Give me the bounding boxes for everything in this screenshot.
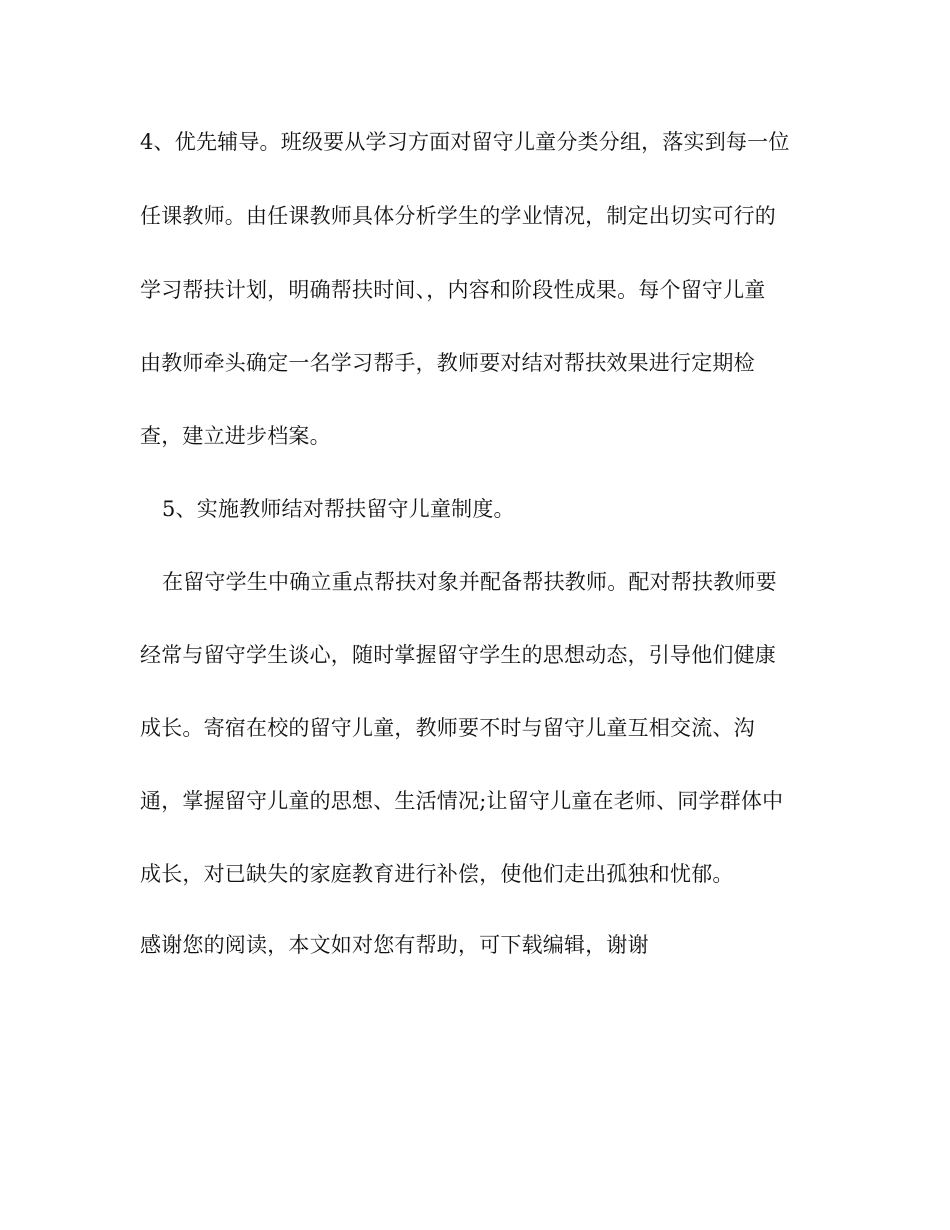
body-line: 成长，对已缺失的家庭教育进行补偿，使他们走出孤独和忧郁。: [140, 862, 734, 886]
body-line: 学习帮扶计划，明确帮扶时间、，内容和阶段性成果。每个留守儿童: [140, 278, 766, 302]
body-line: 成长。寄宿在校的留守儿童，教师要不时与留守儿童互相交流、沟: [140, 716, 755, 740]
body-line: 在留守学生中确立重点帮扶对象并配备帮扶教师。配对帮扶教师要: [162, 570, 777, 594]
body-line: 通，掌握留守儿童的思想、生活情况;让留守儿童在老师、同学群体中: [140, 789, 784, 813]
body-line: 由教师牵头确定一名学习帮手，教师要对结对帮扶效果进行定期检: [140, 351, 755, 375]
body-line: 任课教师。由任课教师具体分析学生的学业情况，制定出切实可行的: [140, 204, 776, 228]
body-line: 经常与留守学生谈心，随时掌握留守学生的思想动态，引导他们健康: [140, 643, 776, 667]
body-line: 4、优先辅导。班级要从学习方面对留守儿童分类分组，落实到每一位: [140, 130, 790, 154]
body-line: 查，建立进步档案。: [140, 424, 331, 448]
section-heading: 5、实施教师结对帮扶留守儿童制度。: [162, 497, 515, 521]
closing-note: 感谢您的阅读，本文如对您有帮助，可下载编辑，谢谢: [140, 933, 649, 957]
